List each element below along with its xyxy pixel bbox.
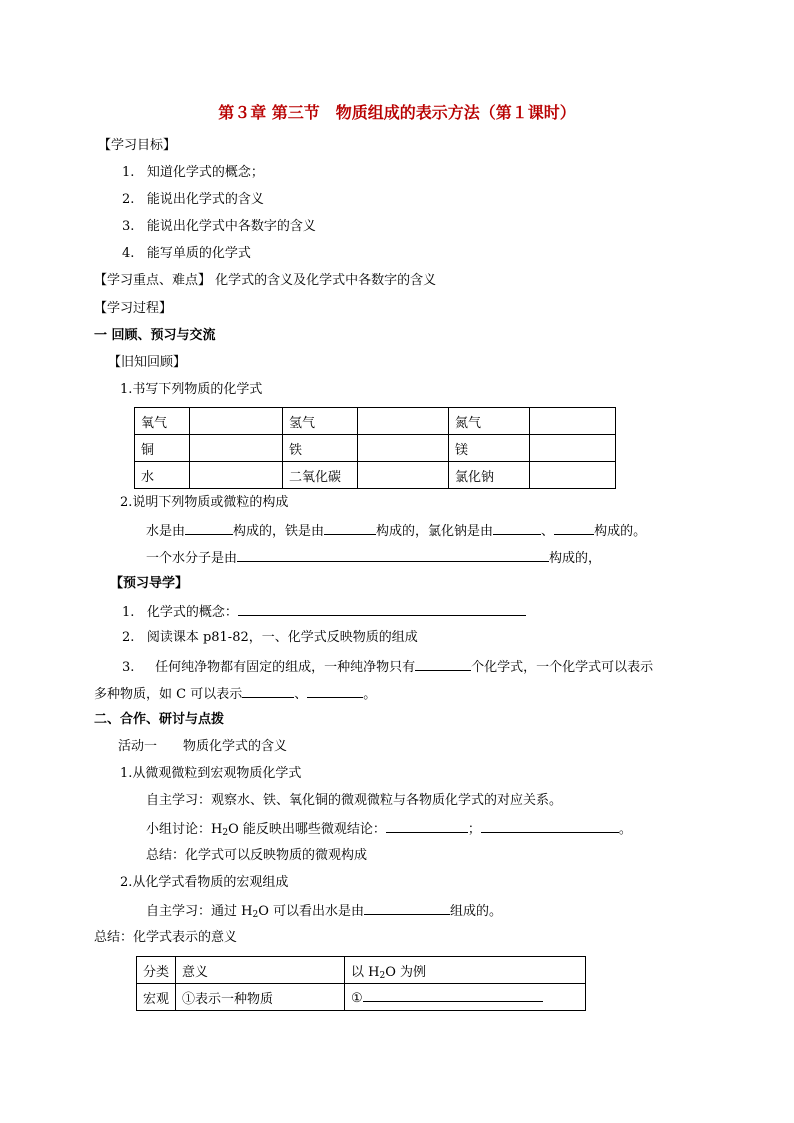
process-heading: 【学习过程】 xyxy=(94,301,173,316)
question-1: 1.书写下列物质的化学式 xyxy=(120,382,263,397)
summary-2: 总结：化学式表示的意义 xyxy=(94,930,238,945)
answer-cell[interactable] xyxy=(358,435,449,462)
answer-blank[interactable] xyxy=(363,988,543,1002)
answer-blank[interactable] xyxy=(237,548,549,562)
answer-cell[interactable]: ① xyxy=(345,984,586,1011)
preview-item: 2. 阅读课本 p81-82，一、化学式反映物质的组成 xyxy=(122,630,418,645)
page-title: 第３章 第三节 物质组成的表示方法（第１课时） xyxy=(218,103,576,122)
answer-blank[interactable] xyxy=(242,684,294,698)
objective-item: 2. 能说出化学式的含义 xyxy=(122,192,264,207)
answer-cell[interactable] xyxy=(530,408,616,435)
self-study-1: 自主学习：观察水、铁、氧化铜的微观微粒与各物质化学式的对应关系。 xyxy=(146,793,563,808)
table-cell: 氮气 xyxy=(449,408,530,435)
table-row xyxy=(137,984,586,1011)
answer-blank[interactable] xyxy=(307,684,363,698)
group-discussion: 小组讨论：$H_2O$ 能反映出哪些微观结论： ； 。 xyxy=(146,819,632,839)
objectives-heading: 【学习目标】 xyxy=(98,138,177,153)
formula-table xyxy=(134,407,616,489)
objective-item: 3. 能说出化学式中各数字的含义 xyxy=(122,219,316,234)
answer-cell[interactable] xyxy=(190,462,283,489)
table-cell: 氢气 xyxy=(283,408,358,435)
self-study-2: 自主学习：通过 $H_2O$ 可以看出水是由 组成的。 xyxy=(146,901,502,921)
table-header: 分类 xyxy=(137,957,176,984)
answer-blank[interactable] xyxy=(185,521,233,535)
question-2: 2.说明下列物质或微粒的构成 xyxy=(120,495,289,510)
table-header: 以 $H_2O$ 为例 xyxy=(345,957,586,984)
answer-cell[interactable] xyxy=(358,408,449,435)
table-row xyxy=(137,957,586,984)
key-points: 【学习重点、难点】 化学式的含义及化学式中各数字的含义 xyxy=(94,273,437,288)
subsection-2: 2.从化学式看物质的宏观组成 xyxy=(120,875,289,890)
table-cell: ①表示一种物质 xyxy=(176,984,345,1011)
answer-cell[interactable] xyxy=(530,462,616,489)
question-2-line1: 水是由 构成的，铁是由 构成的，氯化钠是由 、 构成的。 xyxy=(146,521,646,541)
answer-blank[interactable] xyxy=(324,521,376,535)
objective-item: 1. 知道化学式的概念； xyxy=(122,165,264,180)
answer-cell[interactable] xyxy=(358,462,449,489)
review-heading: 【旧知回顾】 xyxy=(108,355,187,370)
preview-item-cont: 多种物质，如 C 可以表示 、 。 xyxy=(94,684,376,704)
table-cell: 二氧化碳 xyxy=(283,462,358,489)
answer-blank[interactable] xyxy=(481,819,619,833)
table-cell: 宏观 xyxy=(137,984,176,1011)
meaning-table xyxy=(136,956,586,1011)
activity-title: 活动一 物质化学式的含义 xyxy=(118,739,288,754)
answer-blank[interactable] xyxy=(238,602,526,616)
question-2-line2: 一个水分子是由 构成的， xyxy=(146,548,601,568)
table-cell: 铜 xyxy=(135,435,190,462)
answer-cell[interactable] xyxy=(530,435,616,462)
table-cell: 镁 xyxy=(449,435,530,462)
table-cell: 铁 xyxy=(283,435,358,462)
section2-heading: 二、合作、研讨与点拨 xyxy=(94,712,225,727)
answer-blank[interactable] xyxy=(364,901,450,915)
table-cell: 氯化钠 xyxy=(449,462,530,489)
subsection-1: 1.从微观微粒到宏观物质化学式 xyxy=(120,766,302,781)
answer-cell[interactable] xyxy=(190,408,283,435)
preview-item: 1. 化学式的概念： xyxy=(122,602,526,622)
answer-blank[interactable] xyxy=(493,521,541,535)
answer-cell[interactable] xyxy=(190,435,283,462)
answer-blank[interactable] xyxy=(554,521,594,535)
table-row xyxy=(135,462,616,489)
objective-item: 4. 能写单质的化学式 xyxy=(122,246,251,261)
table-cell: 水 xyxy=(135,462,190,489)
table-header: 意义 xyxy=(176,957,345,984)
table-row xyxy=(135,435,616,462)
summary-1: 总结：化学式可以反映物质的微观构成 xyxy=(146,848,368,863)
table-row xyxy=(135,408,616,435)
section1-heading: 一 回顾、预习与交流 xyxy=(94,328,216,343)
preview-item: 3. 任何纯净物都有固定的组成，一种纯净物只有 个化学式，一个化学式可以表示 xyxy=(122,657,653,677)
preview-heading: 【预习导学】 xyxy=(110,576,189,591)
table-cell: 氧气 xyxy=(135,408,190,435)
answer-blank[interactable] xyxy=(386,819,468,833)
answer-blank[interactable] xyxy=(415,657,471,671)
